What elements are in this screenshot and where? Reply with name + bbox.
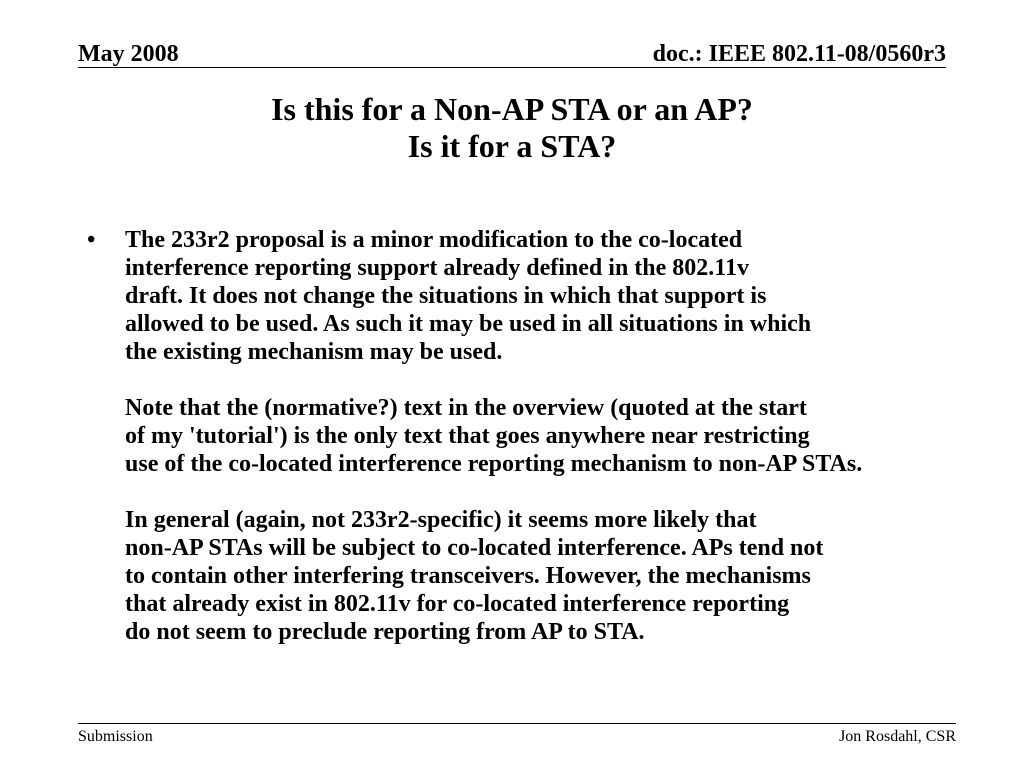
header-document-id: doc.: IEEE 802.11-08/0560r3 bbox=[652, 41, 946, 67]
bullet-body bbox=[125, 226, 985, 646]
title-line-2: Is it for a STA? bbox=[407, 128, 617, 164]
header-divider bbox=[78, 67, 946, 68]
body-line: In general (again, not 233r2-specific) it seems more likely that bbox=[125, 507, 757, 533]
header-date: May 2008 bbox=[78, 41, 179, 67]
body-line: The 233r2 proposal is a minor modification to the co-located bbox=[125, 227, 743, 253]
body-line: use of the co-located interference reporting mechanism to non-AP STAs. bbox=[125, 451, 863, 477]
body-line: that already exist in 802.11v for co-located interference reporting bbox=[125, 591, 790, 617]
body-line: allowed to be used. As such it may be used in all situations in which bbox=[125, 311, 812, 337]
paragraph-gap bbox=[125, 366, 985, 394]
body-line: non-AP STAs will be subject to co-located interference. APs tend not bbox=[125, 535, 824, 561]
footer-submission: Submission bbox=[78, 728, 153, 745]
bullet-icon: • bbox=[87, 227, 96, 253]
body-line: interference reporting support already defined in the 802.11v bbox=[125, 255, 749, 281]
slide-title bbox=[0, 91, 1024, 165]
body-line: to contain other interfering transceivers. However, the mechanisms bbox=[125, 563, 811, 589]
footer-author: Jon Rosdahl, CSR bbox=[839, 728, 956, 745]
body-line: Note that the (normative?) text in the overview (quoted at the start bbox=[125, 395, 807, 421]
footer-divider bbox=[78, 723, 956, 724]
body-line: the existing mechanism may be used. bbox=[125, 339, 503, 365]
title-line-1: Is this for a Non-AP STA or an AP? bbox=[271, 91, 753, 127]
body-line: do not seem to preclude reporting from AP to STA. bbox=[125, 619, 645, 645]
body-line: draft. It does not change the situations in which that support is bbox=[125, 283, 767, 309]
paragraph-gap bbox=[125, 478, 985, 506]
body-line: of my 'tutorial') is the only text that goes anywhere near restricting bbox=[125, 423, 810, 449]
